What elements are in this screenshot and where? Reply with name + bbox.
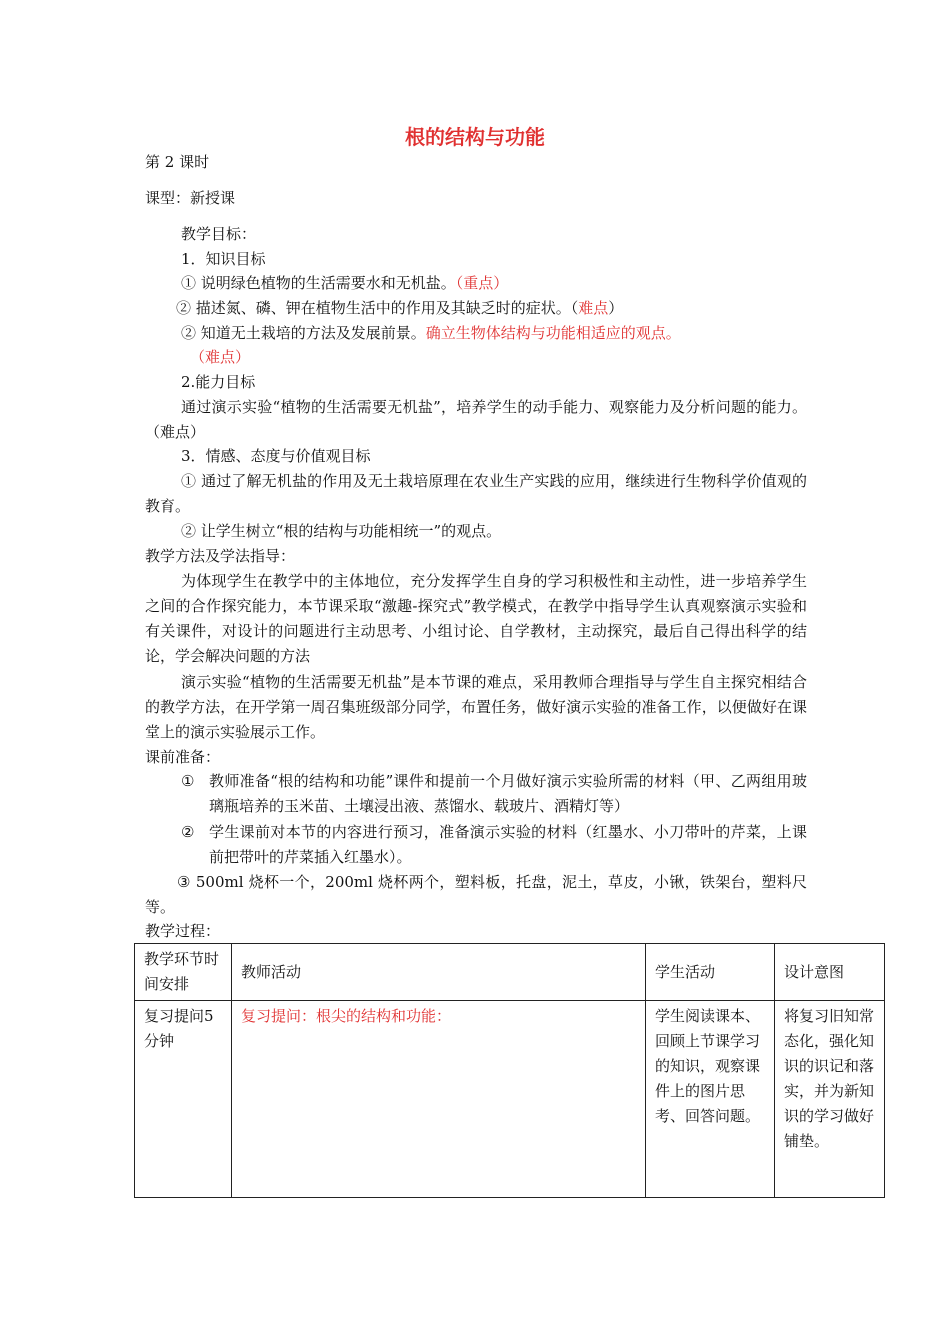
difficulty-tag: 难点: [578, 299, 609, 317]
preparation-item-1-number: ①: [181, 772, 195, 790]
header-teacher-activity: 教师活动: [232, 944, 646, 1001]
knowledge-heading: 1．知识目标: [181, 250, 266, 268]
ability-heading: 2.能力目标: [181, 373, 256, 391]
cell-teacher-activity: 复习提问：根尖的结构和功能：: [232, 1001, 646, 1198]
preparation-heading: 课前准备：: [145, 748, 221, 766]
methods-heading: 教学方法及学法指导：: [145, 547, 296, 565]
preparation-item-2: 学生课前对本节的内容进行预习，准备演示实验的材料（红墨水、小刀带叶的芹菜，上课前把带叶的芹菜插入红墨水）。: [209, 823, 807, 866]
process-heading: 教学过程：: [145, 922, 221, 940]
emotion-item-1: ① 通过了解无机盐的作用及无土栽培原理在农业生产实践的应用，继续进行生物科学价值观的教育。: [145, 472, 807, 515]
preparation-item-3: ③ 500ml 烧杯一个，200ml 烧杯两个，塑料板，托盘，泥土，草皮，小锹，铁架台，塑料尺等。: [145, 873, 807, 916]
knowledge-item-1-text: ① 说明绿色植物的生活需要水和无机盐。: [181, 274, 456, 292]
cell-student-activity: 学生阅读课本、回顾上节课学习的知识，观察课件上的图片思考、回答问题。: [646, 1001, 775, 1198]
emotion-item-2: ② 让学生树立“根的结构与功能相统一”的观点。: [181, 522, 502, 540]
table-row: [135, 1001, 885, 1198]
knowledge-item-2: [176, 298, 623, 318]
knowledge-item-3-tag: （难点）: [190, 348, 251, 366]
lesson-number: 第 2 课时: [145, 153, 210, 171]
knowledge-item-3-highlight: 确立生物体结构与功能相适应的观点。: [425, 324, 681, 342]
key-point-tag: （重点）: [455, 274, 509, 292]
header-design-intent: 设计意图: [775, 944, 885, 1001]
ability-text: 通过演示实验“植物的生活需要无机盐”，培养学生的动手能力、观察能力及分析问题的能力。（难点）: [145, 398, 807, 441]
objectives-heading: 教学目标：: [181, 225, 257, 243]
cell-stage-time: 复习提问5 分钟: [135, 1001, 232, 1198]
cell-design-intent: 将复习旧知常态化，强化知识的识记和落实，并为新知识的学习做好铺垫。: [775, 1001, 885, 1198]
methods-paragraph-1: 为体现学生在教学中的主体地位，充分发挥学生自身的学习积极性和主动性，进一步培养学生之间的合作探究能力，本节课采取“激趣-探究式”教学模式，在教学中指导学生认真观察演示实验和有关课件，对设计的问题进行主动思考、小组讨论、自学教材，主动探究，最后自己得出科学的结论，学会解决问题的方法: [145, 572, 807, 665]
knowledge-item-1: [181, 273, 508, 293]
header-stage-time: 教学环节时间安排: [135, 944, 232, 1001]
methods-paragraph-2: 演示实验“植物的生活需要无机盐”是本节课的难点，采用教师合理指导与学生自主探究相结合的教学方法，在开学第一周召集班级部分同学，布置任务，做好演示实验的准备工作，以便做好在课堂上的演示实验展示工作。: [145, 673, 807, 741]
knowledge-item-3: [181, 323, 681, 343]
emotion-heading: 3．情感、态度与价值观目标: [181, 447, 371, 465]
teaching-process-table: [134, 943, 885, 1198]
knowledge-item-3-text: ② 知道无土栽培的方法及发展前景。: [181, 324, 426, 342]
page-title: 根的结构与功能: [405, 125, 545, 149]
preparation-item-1: 教师准备“根的结构和功能”课件和提前一个月做好演示实验所需的材料（甲、乙两组用玻璃瓶培养的玉米苗、土壤浸出液、蒸馏水、载玻片、酒精灯等）: [209, 772, 807, 815]
header-student-activity: 学生活动: [646, 944, 775, 1001]
table-header-row: [135, 944, 885, 1001]
knowledge-item-2-text: ② 描述氮、磷、钾在植物生活中的作用及其缺乏时的症状。（: [176, 299, 579, 317]
knowledge-item-2-close: ）: [608, 299, 624, 317]
preparation-item-2-number: ②: [181, 823, 195, 841]
lesson-type: 课型：新授课: [145, 189, 236, 207]
